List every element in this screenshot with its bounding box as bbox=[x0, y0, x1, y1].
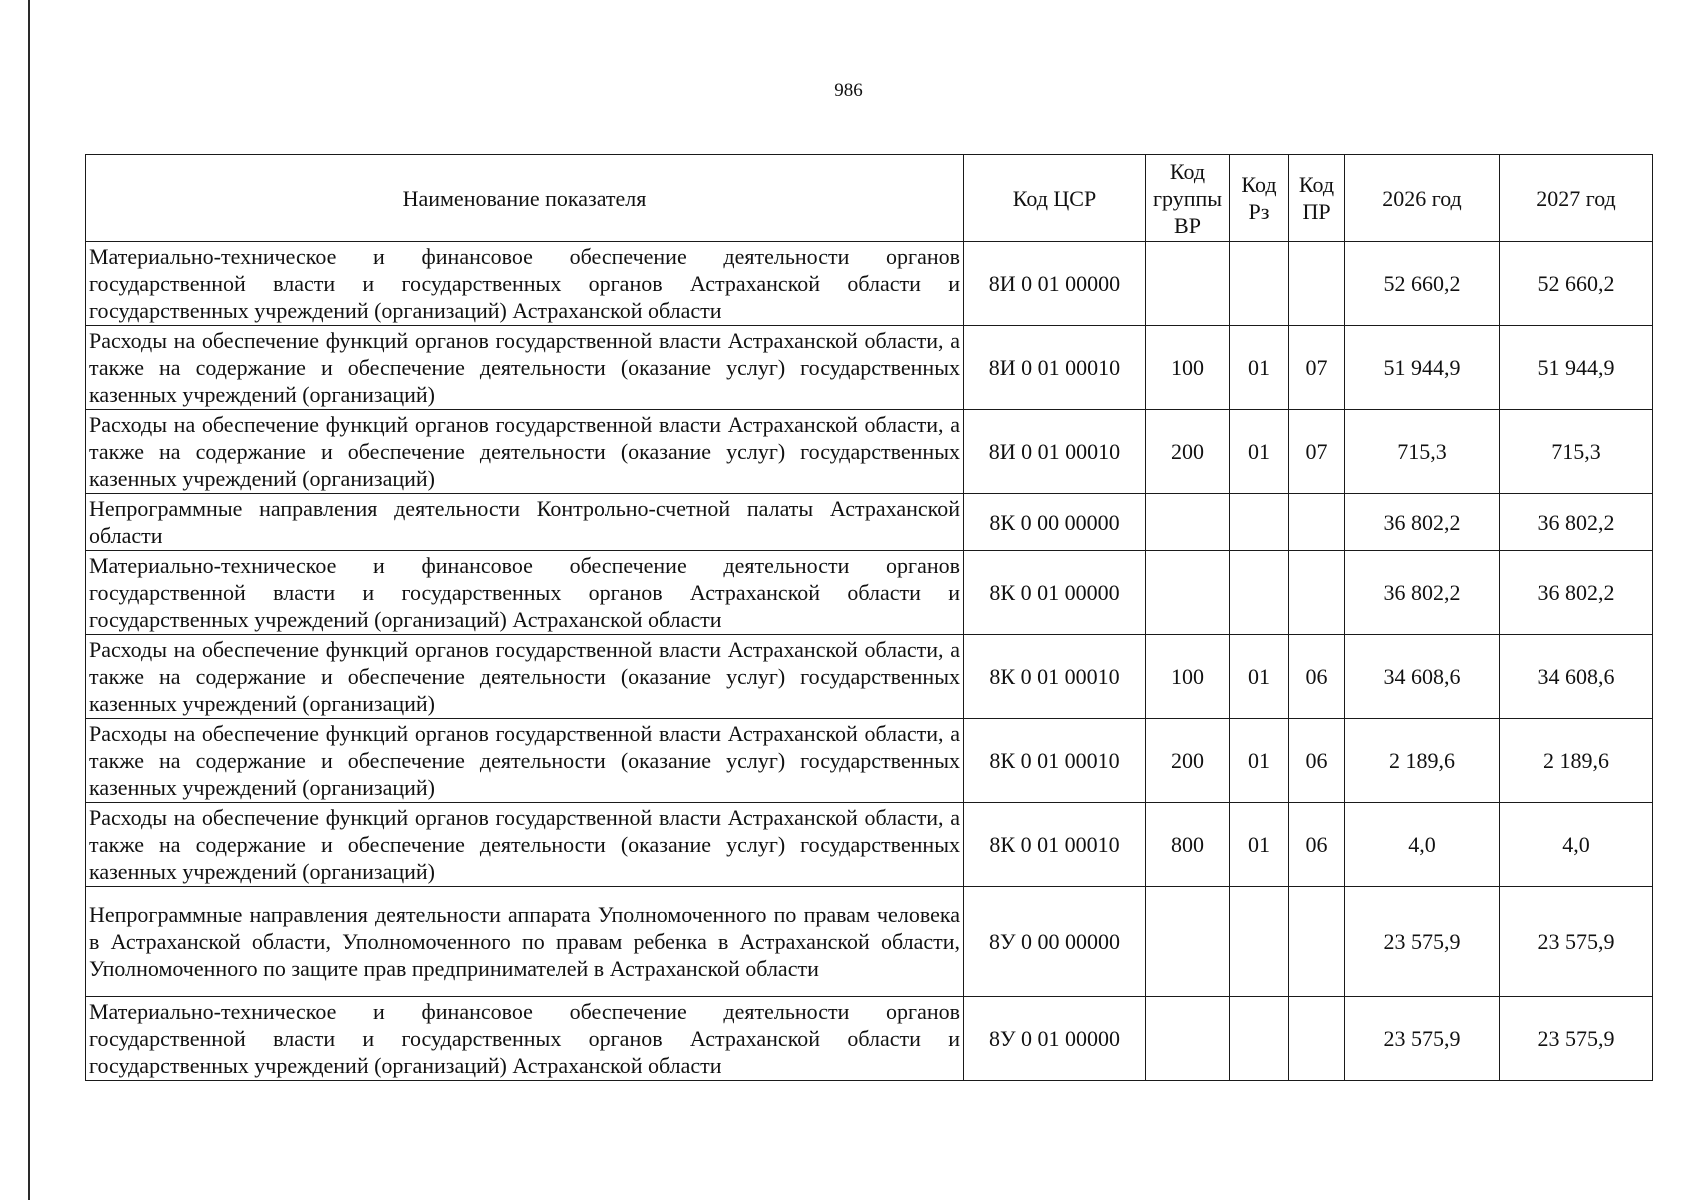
row-2027: 2 189,6 bbox=[1500, 719, 1653, 803]
row-rz: 01 bbox=[1230, 410, 1289, 494]
row-vr bbox=[1146, 997, 1230, 1081]
row-vr bbox=[1146, 551, 1230, 635]
row-name: Расходы на обеспечение функций органов государственной власти Астраханской области, а также на содержание и обеспечение деятельности (оказание услуг) государственных казенных учреждений (организаций) bbox=[86, 326, 964, 410]
row-2027: 52 660,2 bbox=[1500, 242, 1653, 326]
row-name: Непрограммные направления деятельности аппарата Уполномоченного по правам человека в Астраханской области, Уполномоченного по правам ребенка в Астраханской области, Уполномоченного по защите прав предпринимателей в Астраханской области bbox=[86, 887, 964, 997]
row-2026: 4,0 bbox=[1345, 803, 1500, 887]
row-2027: 36 802,2 bbox=[1500, 494, 1653, 551]
row-name: Непрограммные направления деятельности Контрольно-счетной палаты Астраханской области bbox=[86, 494, 964, 551]
row-2027: 23 575,9 bbox=[1500, 997, 1653, 1081]
header-pr: Код ПР bbox=[1289, 155, 1345, 242]
row-csr: 8К 0 00 00000 bbox=[964, 494, 1146, 551]
row-csr: 8И 0 01 00010 bbox=[964, 410, 1146, 494]
row-2027: 36 802,2 bbox=[1500, 551, 1653, 635]
header-2026: 2026 год bbox=[1345, 155, 1500, 242]
row-csr: 8У 0 00 00000 bbox=[964, 887, 1146, 997]
header-2027: 2027 год bbox=[1500, 155, 1653, 242]
row-pr: 06 bbox=[1289, 635, 1345, 719]
row-2026: 2 189,6 bbox=[1345, 719, 1500, 803]
row-rz: 01 bbox=[1230, 635, 1289, 719]
row-csr: 8И 0 01 00000 bbox=[964, 242, 1146, 326]
row-rz: 01 bbox=[1230, 803, 1289, 887]
row-vr: 200 bbox=[1146, 410, 1230, 494]
row-pr: 07 bbox=[1289, 326, 1345, 410]
row-csr: 8К 0 01 00000 bbox=[964, 551, 1146, 635]
row-pr bbox=[1289, 494, 1345, 551]
table-row bbox=[86, 719, 1653, 803]
budget-table bbox=[85, 154, 1653, 1081]
row-2026: 36 802,2 bbox=[1345, 551, 1500, 635]
table-row bbox=[86, 551, 1653, 635]
row-csr: 8И 0 01 00010 bbox=[964, 326, 1146, 410]
row-vr bbox=[1146, 494, 1230, 551]
row-csr: 8К 0 01 00010 bbox=[964, 635, 1146, 719]
row-name: Материально-техническое и финансовое обеспечение деятельности органов государственной власти и государственных органов Астраханской области и государственных учреждений (организаций) Астраханской области bbox=[86, 551, 964, 635]
row-name: Расходы на обеспечение функций органов государственной власти Астраханской области, а также на содержание и обеспечение деятельности (оказание услуг) государственных казенных учреждений (организаций) bbox=[86, 719, 964, 803]
table-header-row bbox=[86, 155, 1653, 242]
row-vr: 800 bbox=[1146, 803, 1230, 887]
row-vr: 100 bbox=[1146, 635, 1230, 719]
row-name: Расходы на обеспечение функций органов государственной власти Астраханской области, а также на содержание и обеспечение деятельности (оказание услуг) государственных казенных учреждений (организаций) bbox=[86, 410, 964, 494]
row-2027: 51 944,9 bbox=[1500, 326, 1653, 410]
row-2026: 52 660,2 bbox=[1345, 242, 1500, 326]
row-2027: 4,0 bbox=[1500, 803, 1653, 887]
table-row bbox=[86, 410, 1653, 494]
table-row bbox=[86, 997, 1653, 1081]
row-vr bbox=[1146, 887, 1230, 997]
row-2026: 23 575,9 bbox=[1345, 997, 1500, 1081]
row-name: Расходы на обеспечение функций органов государственной власти Астраханской области, а также на содержание и обеспечение деятельности (оказание услуг) государственных казенных учреждений (организаций) bbox=[86, 803, 964, 887]
row-rz: 01 bbox=[1230, 326, 1289, 410]
table-row bbox=[86, 242, 1653, 326]
row-2027: 715,3 bbox=[1500, 410, 1653, 494]
row-rz: 01 bbox=[1230, 719, 1289, 803]
row-csr: 8К 0 01 00010 bbox=[964, 803, 1146, 887]
row-name: Материально-техническое и финансовое обеспечение деятельности органов государственной власти и государственных органов Астраханской области и государственных учреждений (организаций) Астраханской области bbox=[86, 242, 964, 326]
row-2027: 23 575,9 bbox=[1500, 887, 1653, 997]
row-vr bbox=[1146, 242, 1230, 326]
row-2026: 34 608,6 bbox=[1345, 635, 1500, 719]
header-csr: Код ЦСР bbox=[964, 155, 1146, 242]
row-vr: 200 bbox=[1146, 719, 1230, 803]
row-pr: 07 bbox=[1289, 410, 1345, 494]
row-rz bbox=[1230, 551, 1289, 635]
row-2026: 51 944,9 bbox=[1345, 326, 1500, 410]
header-name: Наименование показателя bbox=[86, 155, 964, 242]
row-pr: 06 bbox=[1289, 719, 1345, 803]
row-csr: 8К 0 01 00010 bbox=[964, 719, 1146, 803]
row-pr bbox=[1289, 551, 1345, 635]
page-number: 986 bbox=[834, 80, 863, 101]
row-name: Расходы на обеспечение функций органов государственной власти Астраханской области, а также на содержание и обеспечение деятельности (оказание услуг) государственных казенных учреждений (организаций) bbox=[86, 635, 964, 719]
header-vr: Код группы ВР bbox=[1146, 155, 1230, 242]
row-pr bbox=[1289, 242, 1345, 326]
row-csr: 8У 0 01 00000 bbox=[964, 997, 1146, 1081]
row-rz bbox=[1230, 887, 1289, 997]
row-pr: 06 bbox=[1289, 803, 1345, 887]
row-rz bbox=[1230, 242, 1289, 326]
row-rz bbox=[1230, 494, 1289, 551]
row-vr: 100 bbox=[1146, 326, 1230, 410]
row-rz bbox=[1230, 997, 1289, 1081]
table-row bbox=[86, 887, 1653, 997]
row-pr bbox=[1289, 887, 1345, 997]
row-pr bbox=[1289, 997, 1345, 1081]
table-row bbox=[86, 803, 1653, 887]
row-2027: 34 608,6 bbox=[1500, 635, 1653, 719]
scan-edge-line bbox=[28, 0, 30, 1200]
header-rz: Код Рз bbox=[1230, 155, 1289, 242]
table-row bbox=[86, 326, 1653, 410]
table-row bbox=[86, 635, 1653, 719]
row-name: Материально-техническое и финансовое обеспечение деятельности органов государственной власти и государственных органов Астраханской области и государственных учреждений (организаций) Астраханской области bbox=[86, 997, 964, 1081]
row-2026: 715,3 bbox=[1345, 410, 1500, 494]
row-2026: 36 802,2 bbox=[1345, 494, 1500, 551]
table-row bbox=[86, 494, 1653, 551]
row-2026: 23 575,9 bbox=[1345, 887, 1500, 997]
